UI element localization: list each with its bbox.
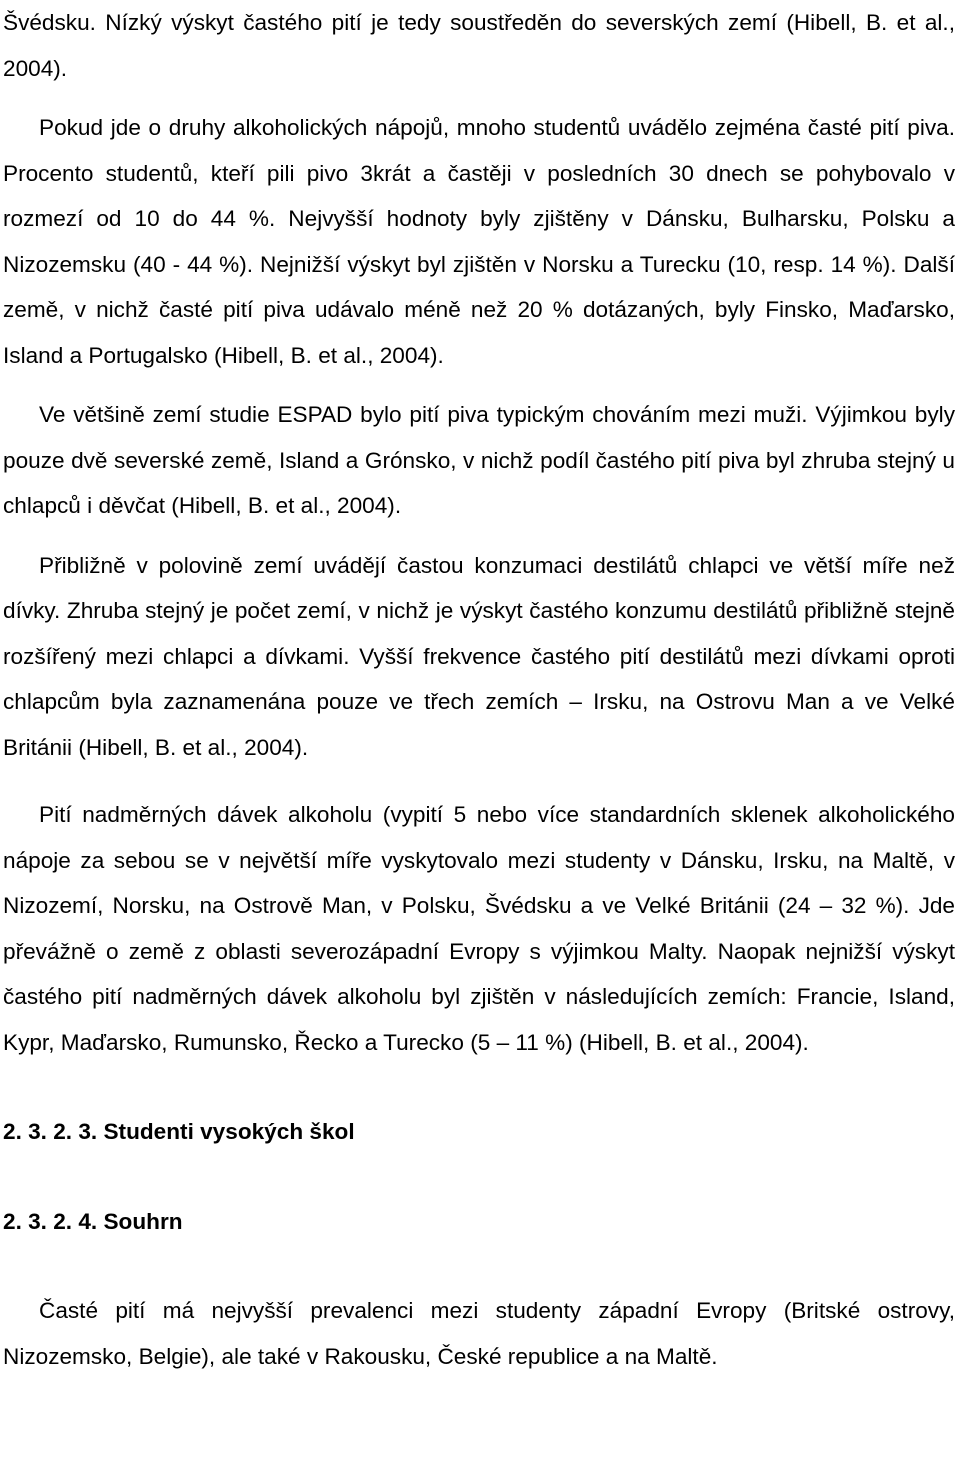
paragraph-continuation: Švédsku. Nízký výskyt častého pití je tedy soustředěn do severských zemí (Hibell, B. et al., 2004). <box>3 10 955 81</box>
paragraph-spirits: Přibližně v polovině zemí uvádějí častou konzumaci destilátů chlapci ve větší míře než dívky. Zhruba stejný je počet zemí, v nichž je výskyt častého konzumu destilátů přibližně stejně rozšířený mezi chlapci a dívkami. Vyšší frekvence častého pití destilátů mezi dívkami oproti chlapcům byla zaznamenána pouze ve třech zemích – Irsku, na Ostrovu Man a ve Velké Británii (Hibell, B. et al., 2004). <box>3 552 955 760</box>
section-heading-university-students: 2. 3. 2. 3. Studenti vysokých škol <box>3 1119 355 1144</box>
paragraph-binge-drinking: Pití nadměrných dávek alkoholu (vypití 5 nebo více standardních sklenek alkoholického nápoje za sebou se v největší míře vyskytovalo mezi studenty v Dánsku, Irsku, na Maltě, v Nizozemí, Norsku, na Ostrově Man, v Polsku, Švédsku a ve Velké Británii (24 – 32 %). Jde převážně o země z oblasti severozápadní Evropy s výjimkou Malty. Naopak nejnižší výskyt častého pití nadměrných dávek alkoholu byl zjištěn v následujících zemích: Francie, Island, Kypr, Maďarsko, Rumunsko, Řecko a Turecko (5 – 11 %) (Hibell, B. et al., 2004). <box>3 802 955 1055</box>
paragraph-beer-consumption: Pokud jde o druhy alkoholických nápojů, mnoho studentů uvádělo zejména časté pití piva. Procento studentů, kteří pili pivo 3krát a častěji v posledních 30 dnech se pohybovalo v rozmezí od 10 do 44 %. Nejvyšší hodnoty byly zjištěny v Dánsku, Bulharsku, Polsku a Nizozemsku (40 - 44 %). Nejnižší výskyt byl zjištěn v Norsku a Turecku (10, resp. 14 %). Další země, v nichž časté pití piva udávalo méně než 20 % dotázaných, byly Finsko, Maďarsko, Island a Portugalsko (Hibell, B. et al., 2004). <box>3 115 955 368</box>
paragraph-beer-gender: Ve většině zemí studie ESPAD bylo pití piva typickým chováním mezi muži. Výjimkou byly pouze dvě severské země, Island a Grónsko, v nichž podíl častého pití piva byl zhruba stejný u chlapců i děvčat (Hibell, B. et al., 2004). <box>3 402 955 518</box>
paragraph-summary: Časté pití má nejvyšší prevalenci mezi studenty západní Evropy (Britské ostrovy, Nizozemsko, Belgie), ale také v Rakousku, České republice a na Maltě. <box>3 1298 955 1369</box>
document-page <box>3 0 955 1379</box>
section-heading-summary: 2. 3. 2. 4. Souhrn <box>3 1208 183 1234</box>
